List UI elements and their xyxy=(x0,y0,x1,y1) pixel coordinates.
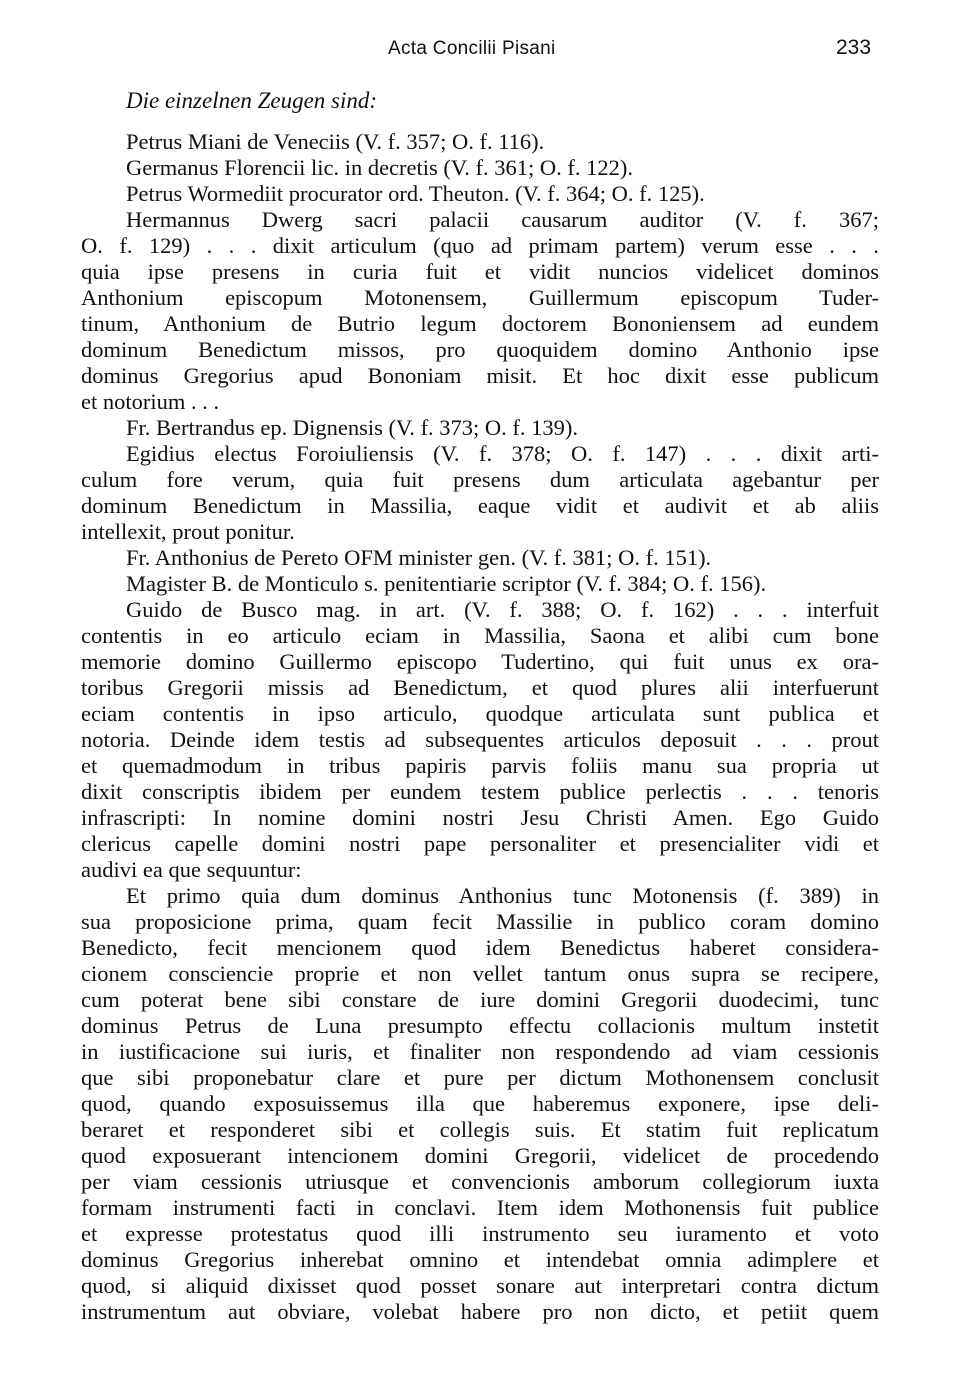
text-line: contentis in eo articulo eciam in Massilia, Saona et alibi cum bone xyxy=(81,623,879,648)
text-line: dixit conscriptis ibidem per eundem testem publice perlectis . . . tenoris xyxy=(81,779,879,804)
text-line: culum fore verum, quia fuit presens dum articulata agebantur per xyxy=(81,467,879,492)
text-line: infrascripti: In nomine domini nostri Jesu Christi Amen. Ego Guido xyxy=(81,805,879,830)
text-line: Fr. Bertrandus ep. Dignensis (V. f. 373; O. f. 139). xyxy=(126,415,579,440)
text-line: cum poterat bene sibi constare de iure domini Gregorii duodecimi, tunc xyxy=(81,987,879,1012)
text-line: dominus Gregorius inherebat omnino et intendebat omnia adimplere et xyxy=(81,1247,879,1272)
text-line: quod, quando exposuissemus illa que haberemus exponere, ipse deli- xyxy=(81,1091,879,1116)
text-line: Anthonium episcopum Motonensem, Guillermum episcopum Tuder- xyxy=(81,285,879,310)
text-line: quod exposuerant intencionem domini Gregorii, videlicet de procedendo xyxy=(81,1143,879,1168)
text-line: Benedicto, fecit mencionem quod idem Benedictus haberet considera- xyxy=(81,935,879,960)
text-line: eciam contentis in ipso articulo, quodque articulata sunt publica et xyxy=(81,701,879,726)
text-line: formam instrumenti facti in conclavi. Item idem Mothonensis fuit publice xyxy=(81,1195,879,1220)
text-line: cionem consciencie proprie et non vellet tantum onus supra se recipere, xyxy=(81,961,879,986)
text-line: notoria. Deinde idem testis ad subsequentes articulos deposuit . . . prout xyxy=(81,727,879,752)
text-line: que sibi proponebatur clare et pure per dictum Mothonensem conclusit xyxy=(81,1065,879,1090)
text-line: et expresse protestatus quod illi instrumento seu iuramento et voto xyxy=(81,1221,879,1246)
text-line: Magister B. de Monticulo s. penitentiarie scriptor (V. f. 384; O. f. 156). xyxy=(126,571,767,596)
text-line: Germanus Florencii lic. in decretis (V. f. 361; O. f. 122). xyxy=(126,155,633,180)
text-line: Fr. Anthonius de Pereto OFM minister gen. (V. f. 381; O. f. 151). xyxy=(126,545,712,570)
text-line: O. f. 129) . . . dixit articulum (quo ad primam partem) verum esse . . . xyxy=(81,233,879,258)
text-line: instrumentum aut obviare, volebat habere pro non dicto, et petiit quem xyxy=(81,1299,879,1324)
text-line: et quemadmodum in tribus papiris parvis foliis manu sua propria ut xyxy=(81,753,879,778)
text-line: audivi ea que sequuntur: xyxy=(81,857,302,882)
text-line: Petrus Wormediit procurator ord. Theuton. (V. f. 364; O. f. 125). xyxy=(126,181,705,206)
text-line: et notorium . . . xyxy=(81,389,220,414)
section-heading: Die einzelnen Zeugen sind: xyxy=(126,88,378,113)
text-line: dominus Gregorius apud Bononiam misit. Et hoc dixit esse publicum xyxy=(81,363,879,388)
text-line: toribus Gregorii missis ad Benedictum, et quod plures alii interfuerunt xyxy=(81,675,879,700)
text-line: in iustificacione sui iuris, et finaliter non respondendo ad viam cessionis xyxy=(81,1039,879,1064)
text-line: Hermannus Dwerg sacri palacii causarum auditor (V. f. 367; xyxy=(126,207,879,232)
text-line: Guido de Busco mag. in art. (V. f. 388; O. f. 162) . . . interfuit xyxy=(126,597,879,622)
text-line: per viam cessionis utriusque et convencionis amborum collegiorum iuxta xyxy=(81,1169,879,1194)
text-line: memorie domino Guillermo episcopo Tudertino, qui fuit unus ex ora- xyxy=(81,649,879,674)
text-line: sua proposicione prima, quam fecit Massilie in publico coram domino xyxy=(81,909,879,934)
text-line: Petrus Miani de Veneciis (V. f. 357; O. f. 116). xyxy=(126,129,545,154)
text-line: dominum Benedictum in Massilia, eaque vidit et audivit et ab aliis xyxy=(81,493,879,518)
page-number: 233 xyxy=(836,36,872,59)
text-line: beraret et responderet sibi et collegis suis. Et statim fuit replicatum xyxy=(81,1117,879,1142)
text-line: quia ipse presens in curia fuit et vidit nuncios videlicet dominos xyxy=(81,259,879,284)
text-line: intellexit, prout ponitur. xyxy=(81,519,295,544)
text-line: Et primo quia dum dominus Anthonius tunc Motonensis (f. 389) in xyxy=(126,883,879,908)
text-line: dominum Benedictum missos, pro quoquidem domino Anthonio ipse xyxy=(81,337,879,362)
text-line: Egidius electus Foroiuliensis (V. f. 378; O. f. 147) . . . dixit arti- xyxy=(126,441,879,466)
text-line: tinum, Anthonium de Butrio legum doctorem Bononiensem ad eundem xyxy=(81,311,879,336)
text-line: clericus capelle domini nostri pape personaliter et presencialiter vidi et xyxy=(81,831,879,856)
running-head: Acta Concilii Pisani xyxy=(388,38,556,59)
text-line: dominus Petrus de Luna presumpto effectu collacionis multum instetit xyxy=(81,1013,879,1038)
text-line: quod, si aliquid dixisset quod posset sonare aut interpretari contra dictum xyxy=(81,1273,879,1298)
